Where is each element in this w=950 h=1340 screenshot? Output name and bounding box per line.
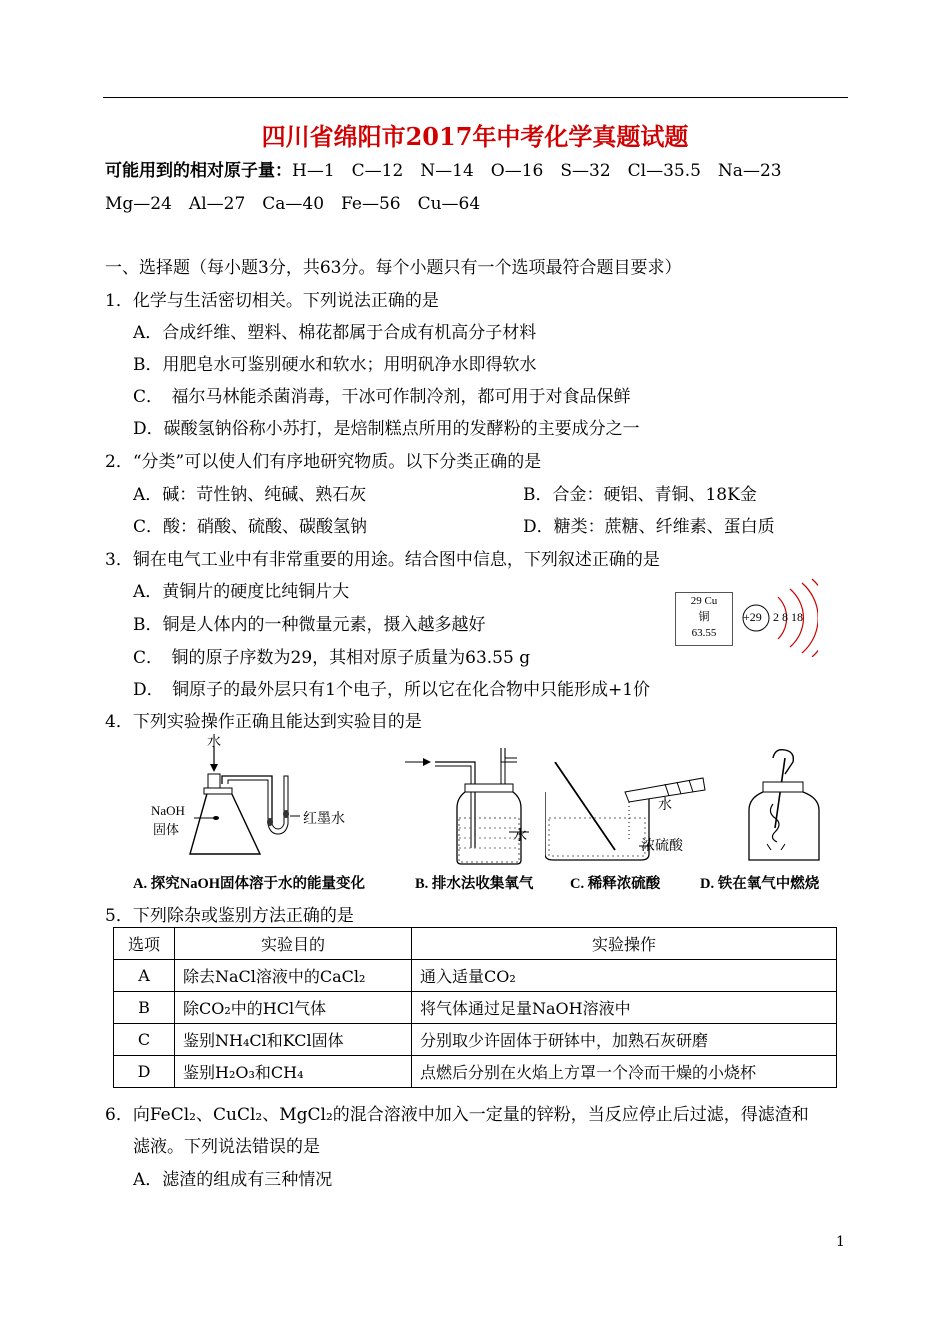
figure-a-water-label: 水 (207, 734, 221, 750)
q6-stem-line1: 6．向FeCl₂、CuCl₂、MgCl₂的混合溶液中加入一定量的锌粉，当反应停止后过滤，得滤渣和 (105, 1105, 809, 1125)
page-number: 1 (836, 1234, 845, 1250)
figure-c-water-label: 水 (658, 797, 672, 813)
table-row: B 除CO₂中的HCl气体 将气体通过足量NaOH溶液中 (114, 992, 837, 1024)
figure-a-caption: A. 探究NaOH固体溶于水的能量变化 (133, 876, 365, 892)
figure-a-ink-label: 红墨水 (303, 811, 345, 827)
atom-shells: 2 8 18 (773, 610, 803, 624)
copper-element-box: 29 Cu 铜 63.55 (675, 592, 733, 646)
q6-option-a: A．滤渣的组成有三种情况 (133, 1170, 333, 1190)
q1-option-b: B．用肥皂水可鉴别硬水和软水；用明矾净水即得软水 (133, 355, 537, 375)
table-header-row (114, 928, 837, 960)
figure-b-apparatus (405, 748, 535, 866)
q2-option-a: A．碱：苛性钠、纯碱、熟石灰 (133, 485, 367, 505)
q1-option-c: C． 福尔马林能杀菌消毒，干冰可作制冷剂，都可用于对食品保鲜 (133, 387, 631, 407)
q2-stem: 2．“分类”可以使人们有序地研究物质。以下分类正确的是 (105, 452, 542, 472)
figure-d-apparatus (745, 748, 825, 866)
q5-table (113, 927, 837, 1088)
q3-option-c: C． 铜的原子序数为29，其相对原子质量为63.55 g (133, 648, 531, 668)
figure-c-caption: C. 稀释浓硫酸 (570, 876, 661, 892)
header-purpose: 实验目的 (175, 928, 412, 960)
figure-a-apparatus (150, 728, 340, 868)
figure-c-apparatus (545, 762, 715, 862)
q1-stem: 1．化学与生活密切相关。下列说法正确的是 (105, 291, 439, 311)
table-row: D 鉴别H₂O₃和CH₄ 点燃后分别在火焰上方罩一个冷而干燥的小烧杯 (114, 1056, 837, 1088)
header-option: 选项 (114, 928, 175, 960)
q5-stem: 5．下列除杂或鉴别方法正确的是 (105, 906, 354, 926)
q6-stem-line2: 滤液。下列说法错误的是 (133, 1137, 320, 1157)
header-operation: 实验操作 (412, 928, 837, 960)
atomic-masses-line2: Mg—24 Al—27 Ca—40 Fe—56 Cu—64 (105, 194, 481, 214)
figure-b-water-label: 水 (513, 828, 527, 844)
q4-stem: 4．下列实验操作正确且能达到实验目的是 (105, 712, 422, 732)
q3-option-a: A．黄铜片的硬度比纯铜片大 (133, 582, 350, 602)
figure-a-naoh-label: NaOH (151, 803, 185, 818)
q2-option-c: C．酸：硝酸、硫酸、碳酸氢钠 (133, 517, 368, 537)
atomic-masses-label: 可能用到的相对原子量： (105, 161, 292, 181)
q3-stem: 3．铜在电气工业中有非常重要的用途。结合图中信息，下列叙述正确的是 (105, 550, 660, 570)
q2-option-d: D．糖类：蔗糖、纤维素、蛋白质 (523, 517, 775, 537)
atom-nucleus: +29 (743, 610, 762, 624)
figure-a-solid-label: 固体 (153, 823, 180, 838)
section-heading: 一、选择题（每小题3分，共63分。每个小题只有一个选项最符合题目要求） (105, 258, 682, 278)
figure-d-caption: D. 铁在氧气中燃烧 (700, 876, 820, 892)
q2-option-b: B．合金：硬铝、青铜、18K金 (523, 485, 757, 505)
q3-option-b: B．铜是人体内的一种微量元素，摄入越多越好 (133, 615, 486, 635)
figure-c-acid-label: 浓硫酸 (641, 838, 683, 854)
q1-option-d: D．碳酸氢钠俗称小苏打，是焙制糕点所用的发酵粉的主要成分之一 (133, 419, 640, 439)
figure-b-caption: B. 排水法收集氧气 (415, 876, 534, 892)
q1-option-a: A．合成纤维、塑料、棉花都属于合成有机高分子材料 (133, 323, 537, 343)
table-row: A 除去NaCl溶液中的CaCl₂ 通入适量CO₂ (114, 960, 837, 992)
q3-option-d: D． 铜原子的最外层只有1个电子，所以它在化合物中只能形成+1价 (133, 680, 651, 700)
atomic-masses-line1: 可能用到的相对原子量：H—1 C—12 N—14 O—16 S—32 Cl—35.5 Na—23 (105, 161, 782, 181)
page-title: 四川省绵阳市2017年中考化学真题试题 (261, 122, 689, 151)
table-row: C 鉴别NH₄Cl和KCl固体 分别取少许固体于研钵中，加熟石灰研磨 (114, 1024, 837, 1056)
header-rule (103, 97, 848, 98)
